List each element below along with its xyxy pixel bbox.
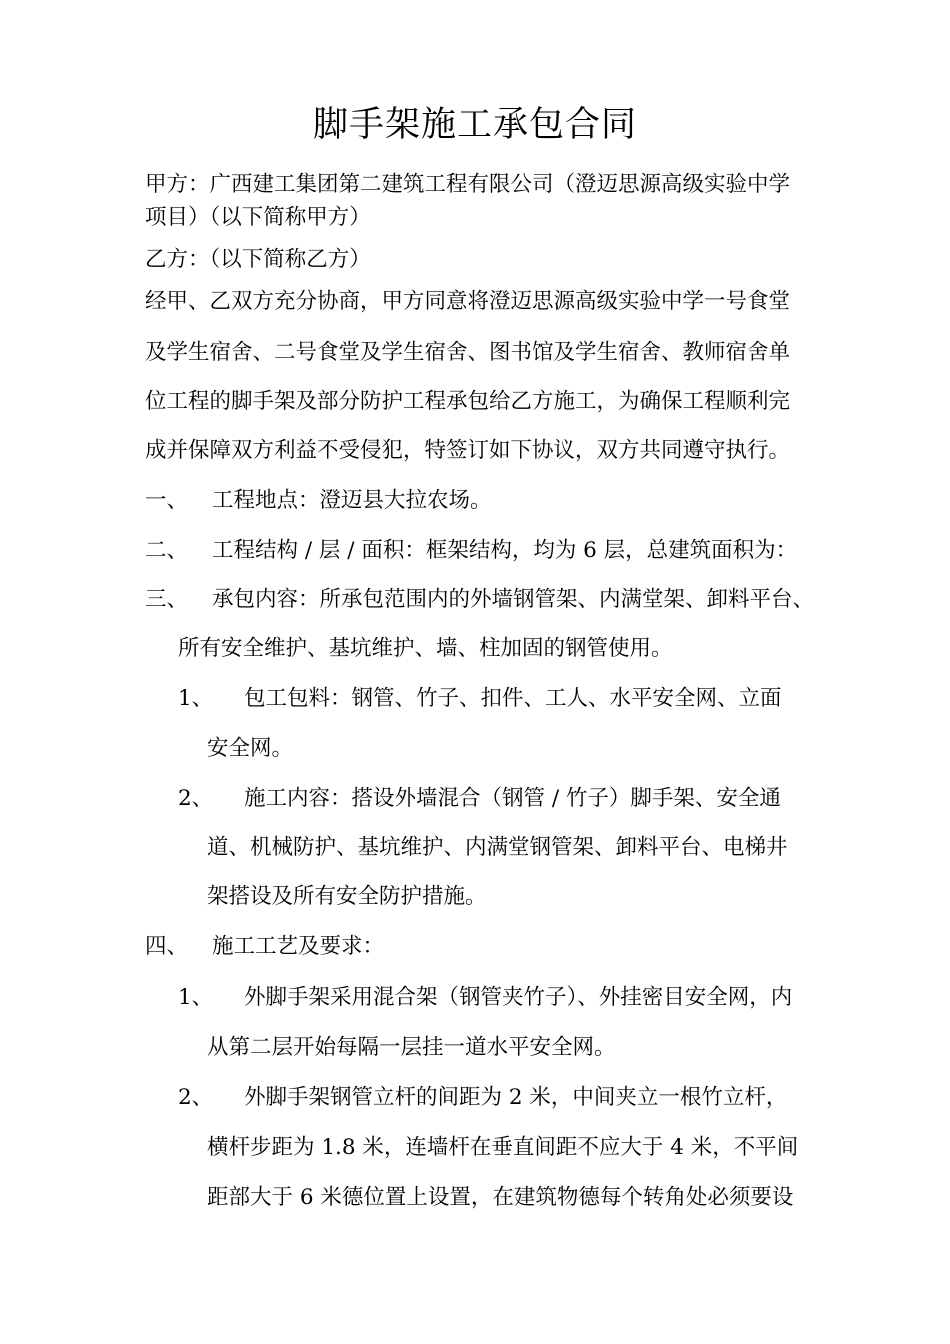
section-2-number: 二、 <box>145 538 189 563</box>
document-title: 脚手架施工承包合同 <box>312 105 637 145</box>
section-4-item-2-line-1: 外脚手架钢管立杆的间距为 2 米，中间夹立一根竹立杆， <box>244 1085 788 1110</box>
section-4-text: 施工工艺及要求： <box>212 934 385 959</box>
party-b: 乙方：（以下简称乙方） <box>145 247 371 272</box>
section-3-number: 三、 <box>145 587 189 612</box>
section-3-item-2-line-2: 道、机械防护、基坑维护、内满堂钢管架、卸料平台、电梯井 <box>207 835 788 860</box>
section-1-text: 工程地点：澄迈县大拉农场。 <box>212 488 492 513</box>
section-4-item-1-line-1: 外脚手架采用混合架（钢管夹竹子）、外挂密目安全网，内 <box>244 985 793 1010</box>
section-3-continuation: 所有安全维护、基坑维护、墙、柱加固的钢管使用。 <box>178 636 673 661</box>
party-a-line-1: 甲方：广西建工集团第二建筑工程有限公司（澄迈思源高级实验中学 <box>145 172 791 197</box>
intro-line-1: 经甲、乙双方充分协商，甲方同意将澄迈思源高级实验中学一号食堂 <box>145 289 791 314</box>
section-1-number: 一、 <box>145 488 189 513</box>
section-3-item-2-line-3: 架搭设及所有安全防护措施。 <box>207 884 487 909</box>
section-3-item-1-line-2: 安全网。 <box>207 736 294 761</box>
section-3-item-2-number: 2、 <box>178 786 214 811</box>
section-2-text: 工程结构 / 层 / 面积：框架结构，均为 6 层，总建筑面积为： <box>212 538 798 563</box>
section-3-text: 承包内容：所承包范围内的外墙钢管架、内满堂架、卸料平台、 <box>212 587 815 612</box>
party-a-line-2: 项目）（以下简称甲方） <box>145 205 371 230</box>
section-4-item-1-line-2: 从第二层开始每隔一层挂一道水平安全网。 <box>207 1035 616 1060</box>
section-4-item-2-line-3: 距部大于 6 米德位置上设置，在建筑物德每个转角处必须要设 <box>207 1185 794 1210</box>
intro-line-3: 位工程的脚手架及部分防护工程承包给乙方施工，为确保工程顺利完 <box>145 389 791 414</box>
section-3-item-2-line-1: 施工内容：搭设外墙混合（钢管 / 竹子）脚手架、安全通 <box>244 786 781 811</box>
intro-line-4: 成并保障双方利益不受侵犯，特签订如下协议，双方共同遵守执行。 <box>145 438 791 463</box>
section-4-item-2-number: 2、 <box>178 1085 214 1110</box>
section-3-item-1-line-1: 包工包料：钢管、竹子、扣件、工人、水平安全网、立面 <box>244 686 782 711</box>
section-4-item-2-line-2: 横杆步距为 1.8 米，连墙杆在垂直间距不应大于 4 米，不平间 <box>207 1135 799 1160</box>
intro-line-2: 及学生宿舍、二号食堂及学生宿舍、图书馆及学生宿舍、教师宿舍单 <box>145 340 791 365</box>
section-3-item-1-number: 1、 <box>178 686 214 711</box>
section-4-item-1-number: 1、 <box>178 985 214 1010</box>
section-4-number: 四、 <box>145 934 189 959</box>
